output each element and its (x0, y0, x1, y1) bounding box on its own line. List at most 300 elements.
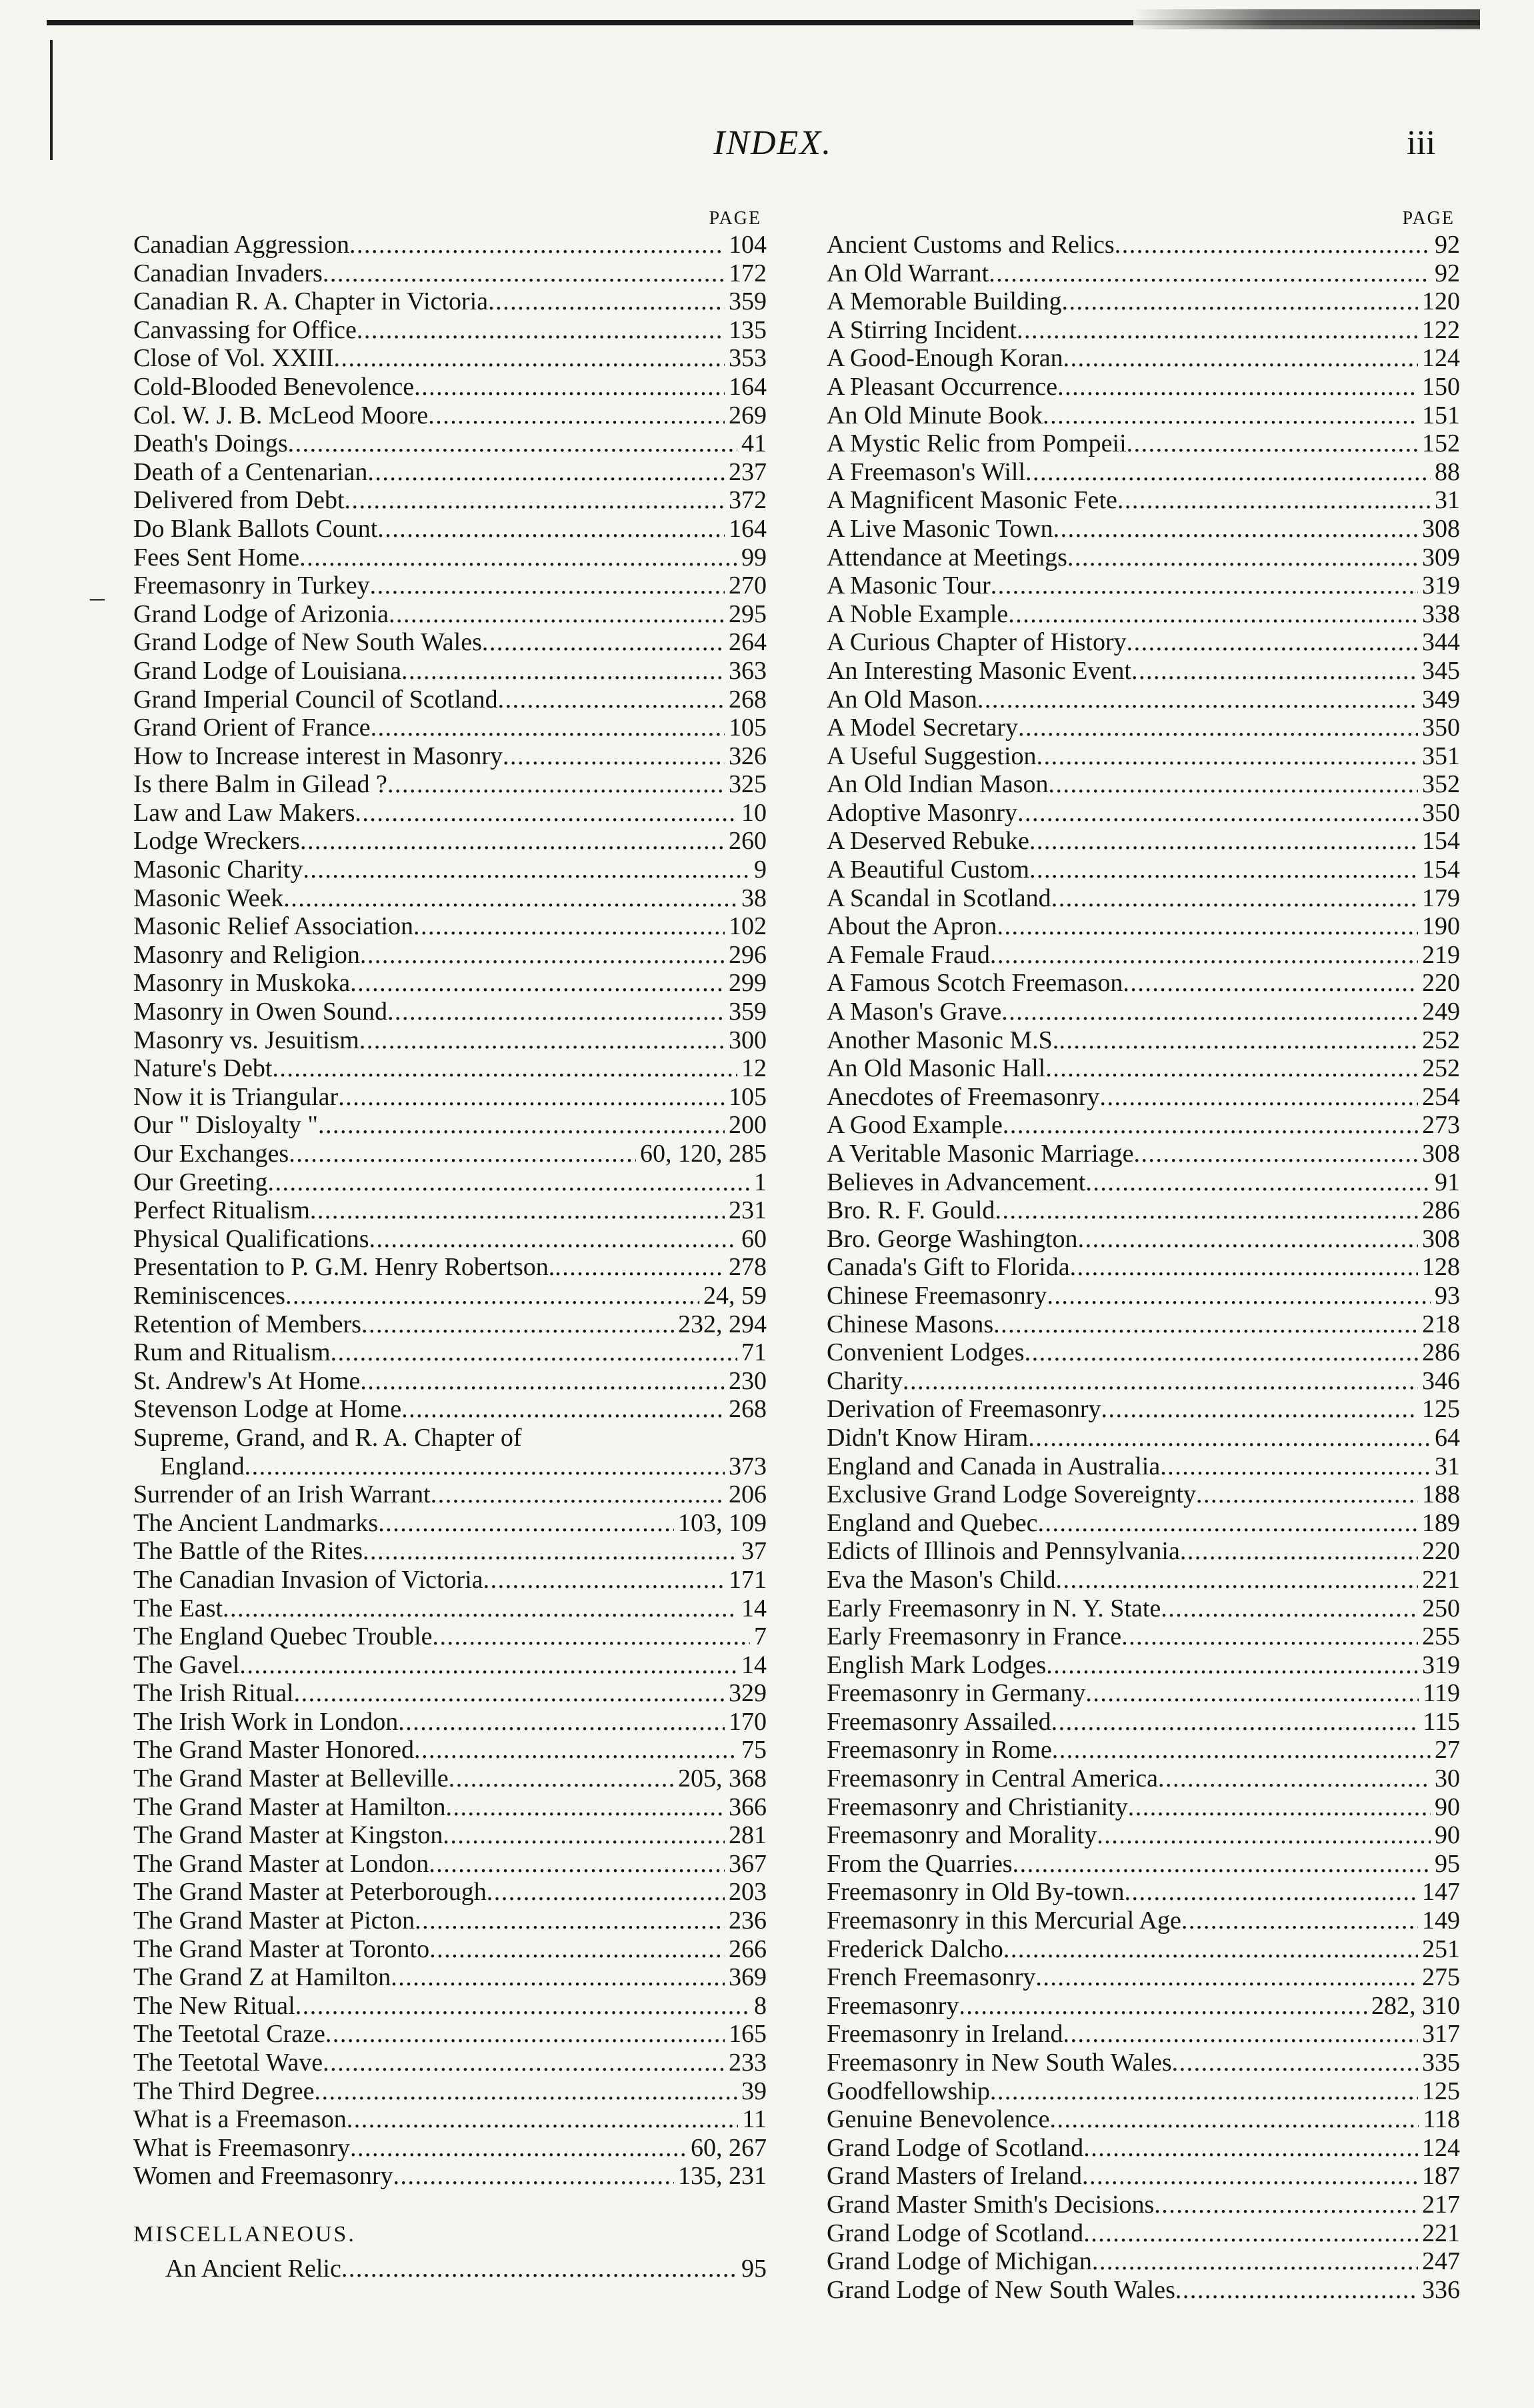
entry-title: A Masonic Tour (827, 571, 991, 600)
dot-leader (1124, 1878, 1418, 1907)
entry-title: Freemasonry in Rome (827, 1736, 1052, 1764)
entry-title: Law and Law Makers (133, 798, 355, 827)
entry-page: 92 (1435, 231, 1460, 259)
entry-title: Canadian Invaders (133, 259, 323, 287)
entry-page: 350 (1422, 714, 1460, 742)
entry-page: 164 (729, 514, 767, 543)
dot-leader (1115, 231, 1431, 259)
index-entry (133, 2105, 767, 2134)
entry-title: An Old Warrant (827, 259, 989, 287)
dot-leader (1121, 1622, 1418, 1651)
entry-title: Is there Balm in Gilead ? (133, 770, 387, 799)
dot-leader (223, 1594, 737, 1623)
index-entry (827, 1793, 1460, 1822)
index-entry (827, 1509, 1460, 1538)
index-entry (133, 1708, 767, 1736)
margin-dash-mark: – (90, 581, 105, 614)
dot-leader (360, 1367, 725, 1396)
entry-page: 296 (729, 940, 767, 969)
entry-page: 31 (1435, 486, 1460, 515)
dot-leader (1172, 2049, 1418, 2077)
entry-page: 349 (1422, 685, 1460, 714)
entry-title: Eva the Mason's Child (827, 1565, 1056, 1594)
entry-page: 1 (754, 1168, 767, 1196)
dot-leader (268, 1168, 750, 1197)
dot-leader (239, 1651, 737, 1680)
dot-leader (378, 1509, 674, 1538)
dot-leader (446, 1793, 725, 1822)
entry-title: Masonry vs. Jesuitism (133, 1026, 359, 1054)
entry-title: The Third Degree (133, 2077, 315, 2105)
index-entry (133, 259, 767, 288)
entry-title: An Interesting Masonic Event (827, 656, 1131, 685)
entry-title: Masonic Charity (133, 856, 303, 884)
dot-leader (401, 1395, 725, 1424)
index-entry (827, 1622, 1460, 1651)
index-entry (133, 827, 767, 856)
entry-page: 345 (1422, 656, 1460, 685)
entry-title: Now it is Triangular (133, 1082, 339, 1111)
entry-page: 122 (1422, 315, 1460, 344)
index-entry (827, 628, 1460, 657)
entry-title: England (160, 1452, 245, 1480)
entry-title: Freemasonry in Germany (827, 1679, 1086, 1708)
dot-leader (289, 1140, 636, 1168)
dot-leader (1158, 1764, 1431, 1793)
index-entry (827, 742, 1460, 771)
index-entry (827, 1935, 1460, 1964)
dot-leader (1046, 1651, 1418, 1680)
entry-page: 165 (729, 2020, 767, 2049)
entry-page: 104 (729, 231, 767, 259)
dot-leader (325, 2020, 725, 2049)
index-entry (827, 316, 1460, 345)
entry-title: A Model Secretary (827, 714, 1019, 742)
dot-leader (1018, 714, 1418, 742)
dot-leader (990, 941, 1418, 970)
entry-title: The Grand Master at Hamilton (133, 1792, 446, 1821)
entry-page: 125 (1422, 1395, 1460, 1424)
index-entry (133, 941, 767, 970)
index-entry (133, 1054, 767, 1083)
entry-title: Freemasonry in this Mercurial Age (827, 1907, 1181, 1935)
entry-title: A Veritable Masonic Marriage (827, 1140, 1134, 1168)
left-entry-list (133, 231, 767, 2191)
index-entry (827, 969, 1460, 998)
entry-title: Believes in Advancement (827, 1168, 1086, 1196)
dot-leader (300, 827, 725, 856)
dot-leader (318, 1111, 725, 1140)
entry-title: Freemasonry in New South Wales (827, 2049, 1172, 2077)
entry-page: 232, 294 (678, 1310, 767, 1338)
dot-leader (349, 231, 725, 259)
index-entry (827, 770, 1460, 799)
index-entry (133, 1026, 767, 1055)
entry-page: 190 (1422, 912, 1460, 941)
index-entry (133, 344, 767, 373)
entry-page: 325 (729, 770, 767, 799)
dot-leader (387, 998, 725, 1026)
entry-title: Early Freemasonry in N. Y. State (827, 1594, 1161, 1622)
entry-page: 367 (729, 1849, 767, 1878)
dot-leader (1099, 1083, 1418, 1112)
entry-title: The Teetotal Wave (133, 2049, 323, 2077)
entry-page: 172 (729, 259, 767, 287)
entry-title: Close of Vol. XXIII (133, 344, 334, 373)
dot-leader (245, 1452, 725, 1481)
dot-leader (1067, 543, 1418, 572)
entry-title: The Grand Master at London (133, 1849, 429, 1878)
index-entry (827, 1452, 1460, 1481)
entry-page: 369 (729, 1963, 767, 1992)
entry-page: 281 (729, 1821, 767, 1850)
miscellaneous-entry-list (133, 2255, 767, 2283)
entry-title: Chinese Masons (827, 1310, 994, 1338)
dot-leader (294, 1679, 725, 1708)
entry-title: Grand Lodge of Scotland (827, 2133, 1084, 2162)
dot-leader (487, 1878, 725, 1907)
entry-page: 150 (1422, 372, 1460, 401)
index-entry (827, 344, 1460, 373)
dot-leader (449, 1764, 674, 1793)
index-entry (133, 2255, 767, 2283)
entry-page: 90 (1435, 1821, 1460, 1850)
dot-leader (428, 401, 725, 430)
index-entry (827, 2276, 1460, 2305)
entry-page: 220 (1422, 969, 1460, 998)
index-entry (827, 1310, 1460, 1339)
entry-title: Canada's Gift to Florida (827, 1253, 1070, 1282)
index-entry (827, 1821, 1460, 1850)
entry-page: 88 (1435, 457, 1460, 486)
entry-title: Physical Qualifications (133, 1224, 369, 1253)
index-entry (827, 1537, 1460, 1566)
entry-title: Frederick Dalcho (827, 1935, 1003, 1963)
entry-page: 220 (1422, 1537, 1460, 1566)
entry-title: The Battle of the Rites (133, 1537, 363, 1566)
index-entry (133, 1395, 767, 1424)
index-entry (133, 1253, 767, 1282)
entry-title: Masonic Relief Association (133, 912, 414, 941)
index-entry (827, 1736, 1460, 1764)
entry-title: Ancient Customs and Relics (827, 231, 1115, 259)
dot-leader (272, 1054, 737, 1083)
entry-page: 350 (1422, 798, 1460, 827)
index-entry (133, 912, 767, 941)
entry-page: 164 (729, 372, 767, 401)
entry-page: 309 (1422, 543, 1460, 571)
index-entry (827, 1083, 1460, 1112)
index-entry (133, 714, 767, 742)
entry-page: 278 (729, 1253, 767, 1282)
dot-leader (1123, 969, 1418, 998)
entry-page: 255 (1422, 1622, 1460, 1651)
entry-page: 8 (754, 1991, 767, 2020)
entry-title: Didn't Know Hiram (827, 1423, 1029, 1452)
dot-leader (1085, 1679, 1419, 1708)
entry-title: How to Increase interest in Masonry (133, 742, 503, 770)
dot-leader (1092, 2247, 1418, 2276)
dot-leader (1070, 1253, 1418, 1282)
index-entry (133, 1992, 767, 2021)
entry-title: French Freemasonry (827, 1963, 1036, 1992)
entry-title: Masonic Week (133, 884, 284, 912)
entry-title: About the Apron (827, 912, 997, 941)
entry-page: 149 (1422, 1907, 1460, 1935)
entry-title: England and Canada in Australia (827, 1452, 1161, 1480)
dot-leader (350, 969, 725, 998)
entry-title: An Old Masonic Hall (827, 1054, 1046, 1083)
index-entry (133, 1679, 767, 1708)
dot-leader (288, 429, 737, 458)
index-entry (827, 458, 1460, 487)
entry-page: 299 (729, 969, 767, 998)
entry-page: 154 (1422, 827, 1460, 856)
index-entry (133, 628, 767, 657)
entry-title: From the Quarries (827, 1849, 1013, 1878)
dot-leader (1057, 373, 1418, 401)
entry-title: A Useful Suggestion (827, 742, 1037, 770)
index-entry (827, 2105, 1460, 2134)
dot-leader (331, 1338, 737, 1367)
index-entry (827, 1764, 1460, 1793)
entry-title: Supreme, Grand, and R. A. Chapter of (133, 1423, 522, 1452)
dot-leader (303, 856, 750, 884)
entry-page: 60, 120, 285 (640, 1140, 767, 1168)
entry-page: 200 (729, 1111, 767, 1140)
index-entry (133, 856, 767, 884)
entry-page: 203 (729, 1878, 767, 1907)
dot-leader (443, 1821, 725, 1850)
entry-page: 366 (729, 1792, 767, 1821)
index-entry (133, 1509, 767, 1538)
dot-leader (1160, 1452, 1431, 1481)
index-entry (827, 856, 1460, 884)
entry-page: 359 (729, 287, 767, 316)
index-entry (827, 429, 1460, 458)
dot-leader (1051, 884, 1418, 913)
dot-leader (345, 486, 725, 515)
dot-leader (989, 259, 1431, 288)
entry-page: 60 (741, 1224, 767, 1253)
entry-title: Freemasonry in Ireland (827, 2020, 1063, 2049)
entry-page: 99 (741, 543, 767, 571)
dot-leader (393, 2162, 675, 2191)
index-entry (133, 1338, 767, 1367)
entry-title: English Mark Lodges (827, 1650, 1047, 1679)
dot-leader (360, 941, 725, 970)
entry-title: Edicts of Illinois and Pennsylvania (827, 1537, 1180, 1566)
entry-title: A Curious Chapter of History (827, 628, 1127, 657)
entry-page: 233 (729, 2049, 767, 2077)
entry-title: Perfect Ritualism (133, 1196, 310, 1225)
index-entry (133, 316, 767, 345)
entry-title: An Old Minute Book (827, 401, 1043, 429)
entry-page: 91 (1435, 1168, 1460, 1196)
dot-leader (1127, 628, 1418, 657)
index-entry (827, 686, 1460, 714)
entry-title: Grand Lodge of Michigan (827, 2247, 1092, 2276)
entry-title: A Magnificent Masonic Fete (827, 486, 1117, 515)
entry-page: 269 (729, 401, 767, 429)
page-header (0, 123, 1534, 177)
entry-title: Grand Lodge of New South Wales (827, 2275, 1175, 2304)
entry-page: 363 (729, 656, 767, 685)
dot-leader (295, 1992, 750, 2021)
dot-leader (993, 1310, 1418, 1339)
dot-leader (323, 259, 725, 288)
entry-page: 93 (1435, 1281, 1460, 1310)
entry-title: St. Andrew's At Home (133, 1366, 361, 1395)
dot-leader (391, 1963, 725, 1992)
index-entry (827, 1111, 1460, 1140)
dot-leader (1017, 316, 1418, 345)
entry-page: 120 (1422, 287, 1460, 316)
entry-page: 27 (1435, 1736, 1460, 1764)
entry-title: Another Masonic M.S. (827, 1026, 1059, 1054)
index-entry (827, 1168, 1460, 1197)
entry-title: The Ancient Landmarks (133, 1508, 379, 1537)
entry-title: Freemasonry and Christianity (827, 1792, 1128, 1821)
entry-page: 187 (1422, 2162, 1460, 2191)
index-entry (133, 458, 767, 487)
entry-title: Adoptive Masonry (827, 798, 1018, 827)
entry-page: 230 (729, 1366, 767, 1395)
entry-title: Canadian R. A. Chapter in Victoria (133, 287, 489, 316)
dot-leader (398, 1708, 725, 1736)
dot-leader (1097, 1821, 1431, 1850)
dot-leader (1083, 2134, 1418, 2163)
dot-leader (338, 1083, 725, 1112)
entry-page: 71 (741, 1338, 767, 1367)
top-rule-smudge (1133, 9, 1480, 29)
dot-leader (361, 1310, 674, 1339)
entry-title: Death's Doings (133, 429, 288, 458)
entry-page: 268 (729, 685, 767, 714)
column-page-label: PAGE (709, 208, 761, 229)
dot-leader (413, 912, 725, 941)
entry-title: Bro. George Washington (827, 1224, 1078, 1253)
dot-leader (355, 799, 737, 828)
entry-title: Cold-Blooded Benevolence (133, 372, 415, 401)
index-entry (133, 1424, 767, 1452)
entry-page: 286 (1422, 1338, 1460, 1367)
entry-title: The Grand Z at Hamilton (133, 1963, 391, 1992)
entry-title: Fees Sent Home (133, 543, 300, 571)
index-entry (827, 515, 1460, 543)
index-entry (133, 515, 767, 543)
dot-leader (1063, 344, 1418, 373)
entry-title: A Famous Scotch Freemason (827, 969, 1123, 998)
dot-leader (1082, 2162, 1418, 2191)
dot-leader (414, 1736, 737, 1764)
index-entry (133, 2077, 767, 2106)
index-entry (827, 1196, 1460, 1225)
index-entry (133, 2049, 767, 2077)
index-entry (133, 1196, 767, 1225)
entry-title: A Beautiful Custom (827, 856, 1029, 884)
entry-title: A Noble Example (827, 599, 1009, 628)
dot-leader (429, 1850, 725, 1879)
index-entry (133, 742, 767, 771)
dot-leader (1128, 1793, 1431, 1822)
dot-leader (315, 2077, 737, 2106)
entry-page: 221 (1422, 1565, 1460, 1594)
dot-leader (1038, 1509, 1418, 1538)
index-entry (827, 1225, 1460, 1254)
entry-title: Chinese Freemasonry (827, 1281, 1047, 1310)
index-entry (133, 1083, 767, 1112)
dot-leader (1028, 1424, 1431, 1452)
index-entry (133, 969, 767, 998)
dot-leader (1051, 1708, 1419, 1736)
index-entry (133, 657, 767, 686)
entry-page: 205, 368 (678, 1764, 767, 1793)
entry-title: A Deserved Rebuke (827, 827, 1029, 856)
index-entry (827, 600, 1460, 629)
index-entry (827, 884, 1460, 913)
index-entry (133, 1480, 767, 1509)
entry-page: 273 (1422, 1111, 1460, 1140)
index-entry (133, 2162, 767, 2191)
entry-page: 268 (729, 1395, 767, 1424)
index-entry (827, 1253, 1460, 1282)
entry-title: The England Quebec Trouble (133, 1622, 433, 1651)
dot-leader (977, 686, 1418, 714)
entry-page: 344 (1422, 628, 1460, 657)
dot-leader (1003, 1935, 1418, 1964)
entry-page: 189 (1422, 1508, 1460, 1537)
index-entry (827, 1026, 1460, 1055)
entry-page: 317 (1422, 2020, 1460, 2049)
dot-leader (488, 287, 725, 316)
index-entry (133, 571, 767, 600)
entry-title: Canvassing for Office (133, 315, 357, 344)
entry-page: 102 (729, 912, 767, 941)
index-entry (827, 998, 1460, 1026)
dot-leader (1154, 2191, 1418, 2219)
entry-page: 105 (729, 714, 767, 742)
entry-page: 329 (729, 1679, 767, 1708)
entry-page: 90 (1435, 1792, 1460, 1821)
entry-page: 75 (741, 1736, 767, 1764)
dot-leader (483, 1566, 725, 1594)
entry-page: 266 (729, 1935, 767, 1963)
entry-title: Masonry in Muskoka (133, 969, 351, 998)
entry-title: The Irish Ritual (133, 1679, 294, 1708)
entry-page: 124 (1422, 2133, 1460, 2162)
index-entry (827, 1395, 1460, 1424)
index-entry (133, 884, 767, 913)
entry-page: 252 (1422, 1026, 1460, 1054)
entry-page: 249 (1422, 998, 1460, 1026)
entry-page: 218 (1422, 1310, 1460, 1338)
entry-title: Our Exchanges (133, 1140, 289, 1168)
index-entry (133, 1566, 767, 1594)
dot-leader (389, 600, 725, 629)
entry-title: A Live Masonic Town (827, 514, 1053, 543)
entry-page: 92 (1435, 259, 1460, 287)
index-entry (827, 657, 1460, 686)
entry-title: Stevenson Lodge at Home (133, 1395, 402, 1424)
entry-page: 95 (741, 2254, 767, 2283)
entry-title: Grand Lodge of New South Wales (133, 628, 482, 657)
dot-leader (341, 2255, 737, 2283)
dot-leader (433, 1622, 750, 1651)
index-entry (827, 1566, 1460, 1594)
dot-leader (283, 884, 737, 913)
index-entry (133, 486, 767, 515)
